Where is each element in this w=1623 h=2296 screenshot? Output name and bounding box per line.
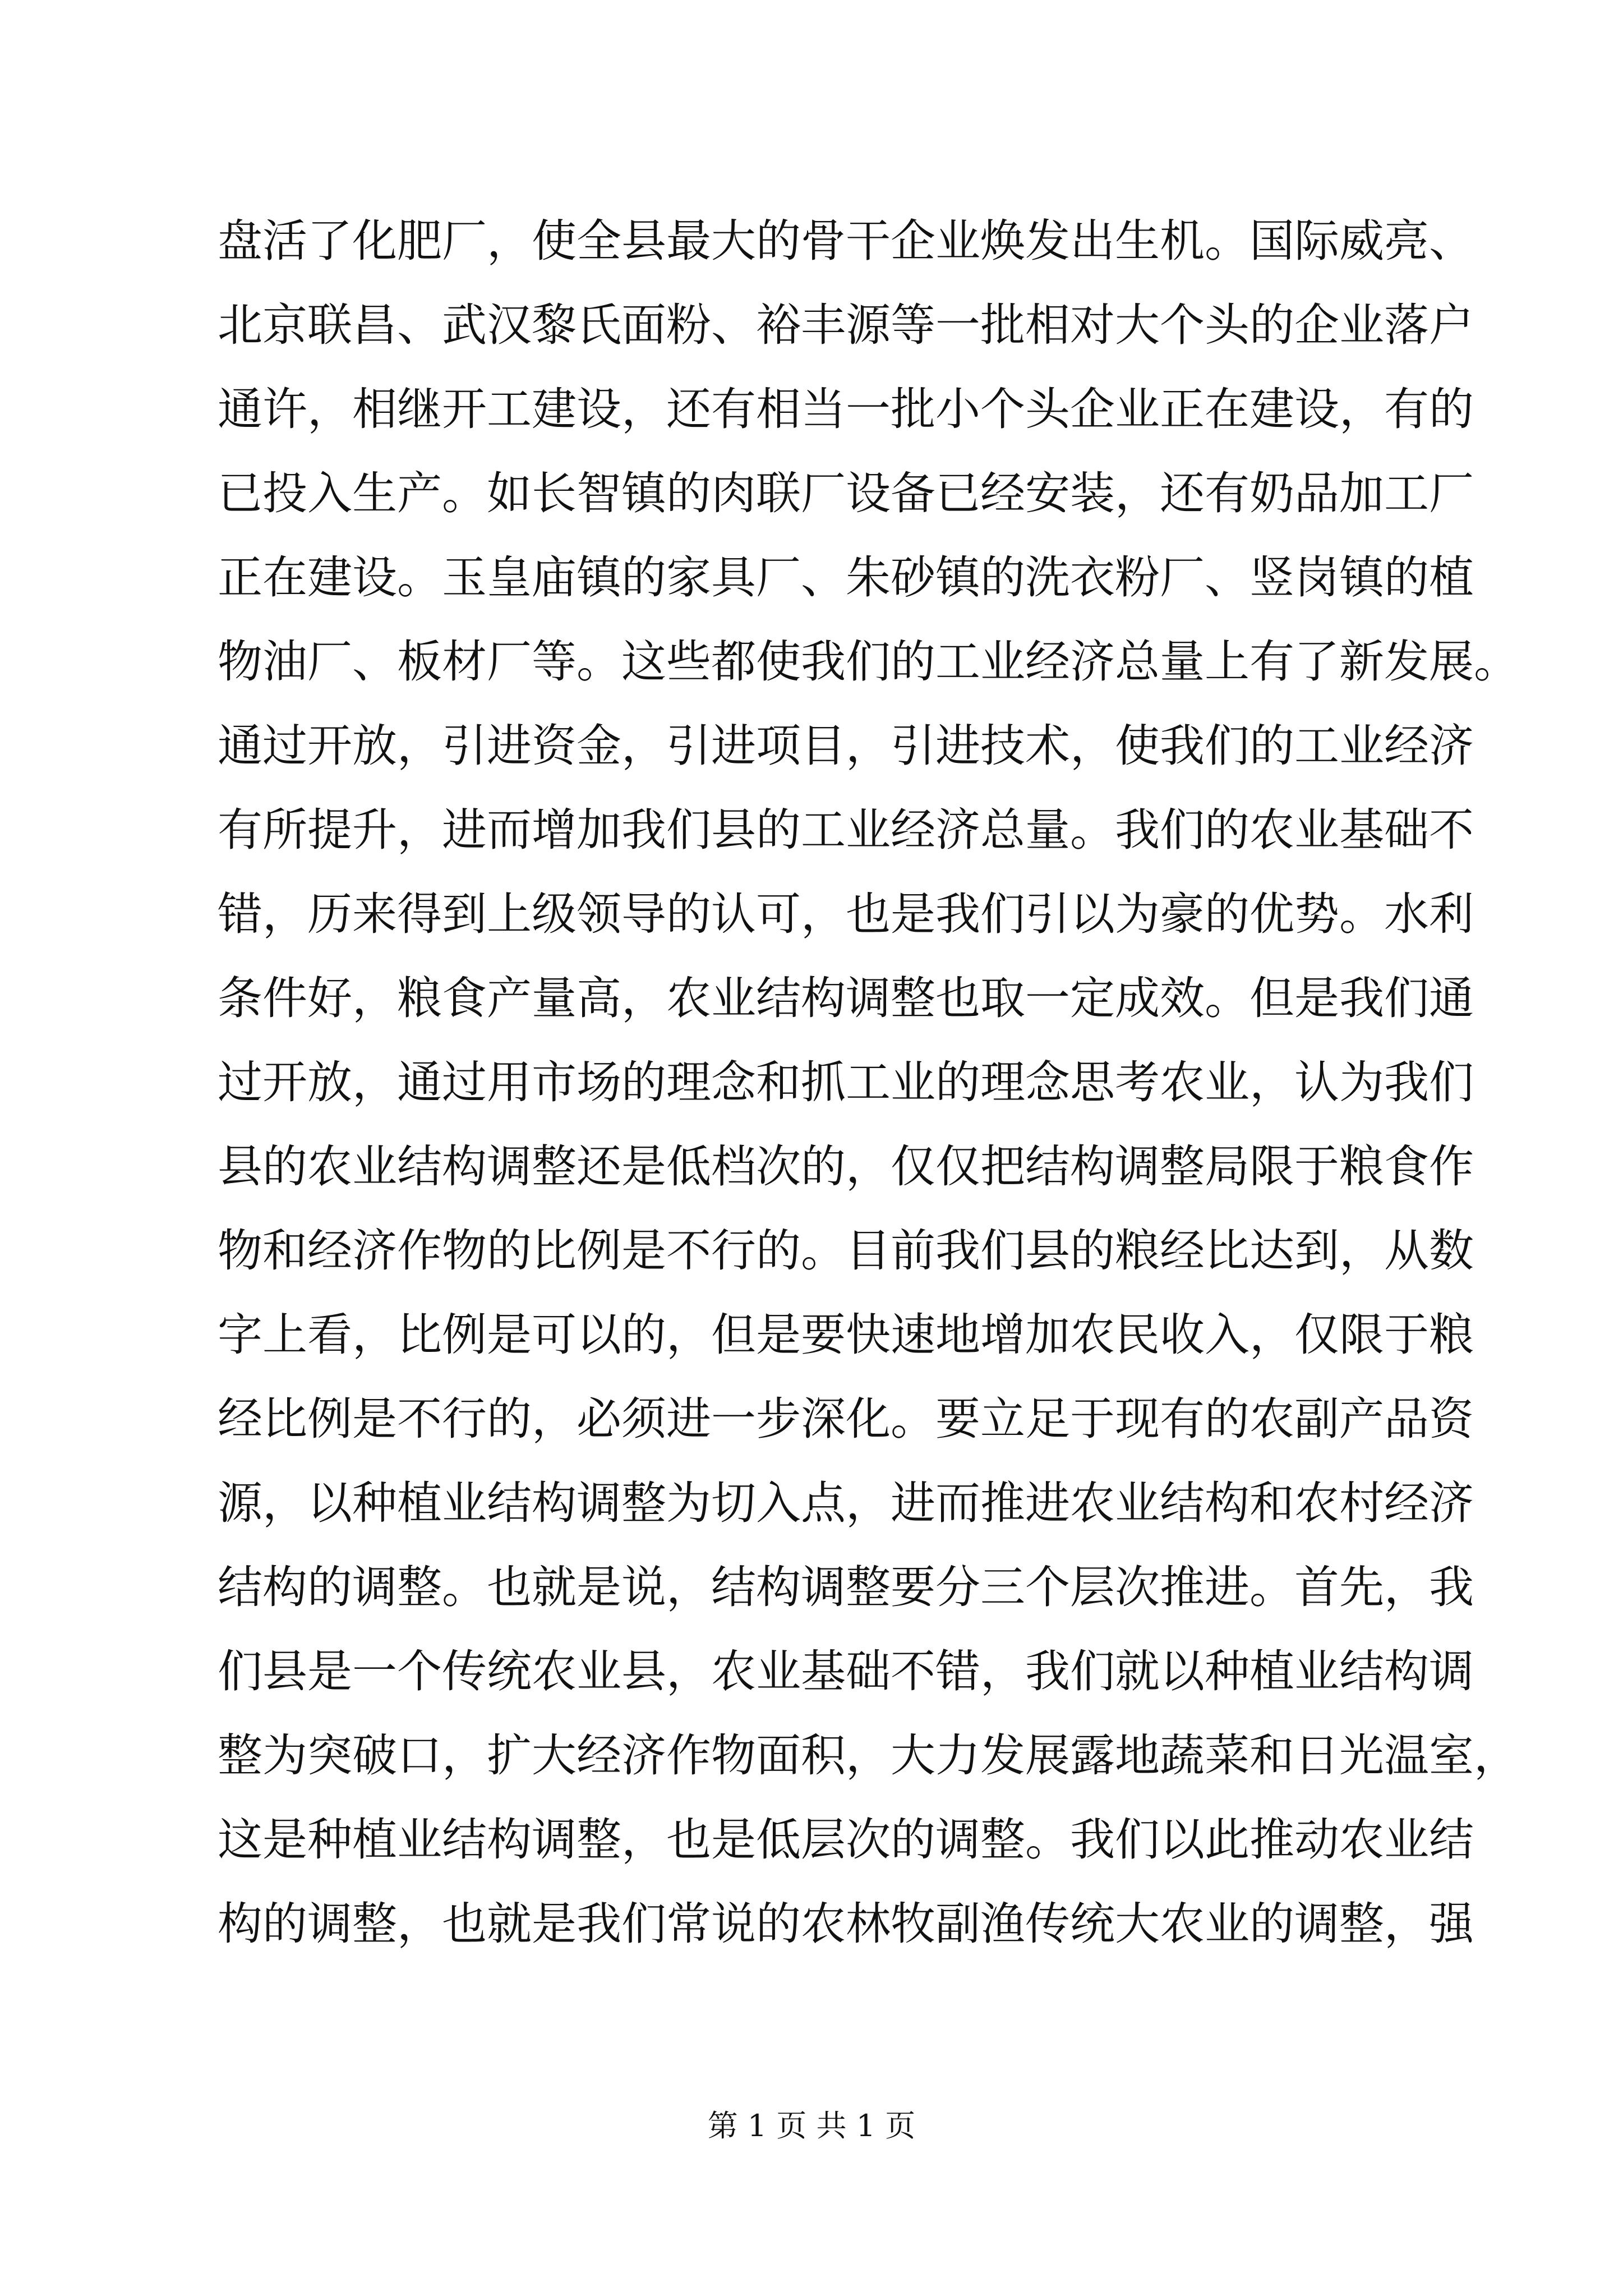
text-line-14: 字上看，比例是可以的，但是要快速地增加农民收入，仅限于粮 [218, 1309, 1474, 1361]
text-line-12: 县的农业结构调整还是低档次的，仅仅把结构调整局限于粮食作 [218, 1140, 1474, 1193]
text-line-11: 过开放，通过用市场的理念和抓工业的理念思考农业，认为我们 [218, 1056, 1474, 1108]
text-line-4: 已投入生产。如长智镇的肉联厂设备已经安装，还有奶品加工厂 [218, 467, 1474, 519]
page-number-footer: 第 1 页 共 1 页 [707, 2108, 916, 2143]
text-line-3: 通许，相继开工建设，还有相当一批小个头企业正在建设，有的 [218, 383, 1474, 435]
text-line-1: 盘活了化肥厂，使全县最大的骨干企业焕发出生机。国际威亮、 [218, 215, 1474, 267]
text-line-5: 正在建设。玉皇庙镇的家具厂、朱砂镇的洗衣粉厂、竖岗镇的植 [218, 551, 1474, 604]
text-line-8: 有所提升，进而增加我们县的工业经济总量。我们的农业基础不 [218, 804, 1474, 856]
text-line-2: 北京联昌、武汉黎氏面粉、裕丰源等一批相对大个头的企业落户 [218, 299, 1474, 351]
text-line-10: 条件好，粮食产量高，农业结构调整也取一定成效。但是我们通 [218, 972, 1474, 1024]
text-line-7: 通过开放，引进资金，引进项目，引进技术，使我们的工业经济 [218, 720, 1474, 772]
text-line-20: 这是种植业结构调整，也是低层次的调整。我们以此推动农业结 [218, 1814, 1474, 1866]
text-line-21: 构的调整，也就是我们常说的农林牧副渔传统大农业的调整，强 [218, 1898, 1474, 1950]
text-line-13: 物和经济作物的比例是不行的。目前我们县的粮经比达到，从数 [218, 1225, 1474, 1277]
body-text [218, 199, 1519, 1966]
text-line-18: 们县是一个传统农业县，农业基础不错，我们就以种植业结构调 [218, 1645, 1474, 1697]
text-line-15: 经比例是不行的，必须进一步深化。要立足于现有的农副产品资 [218, 1393, 1474, 1445]
text-line-6: 物油厂、板材厂等。这些都使我们的工业经济总量上有了新发展。 [218, 636, 1519, 688]
text-line-9: 错，历来得到上级领导的认可，也是我们引以为豪的优势。水利 [218, 888, 1474, 940]
text-line-17: 结构的调整。也就是说，结构调整要分三个层次推进。首先，我 [218, 1561, 1474, 1613]
text-line-16: 源，以种植业结构调整为切入点，进而推进农业结构和农村经济 [218, 1477, 1474, 1529]
text-line-19: 整为突破口，扩大经济作物面积，大力发展露地蔬菜和日光温室， [218, 1729, 1519, 1782]
